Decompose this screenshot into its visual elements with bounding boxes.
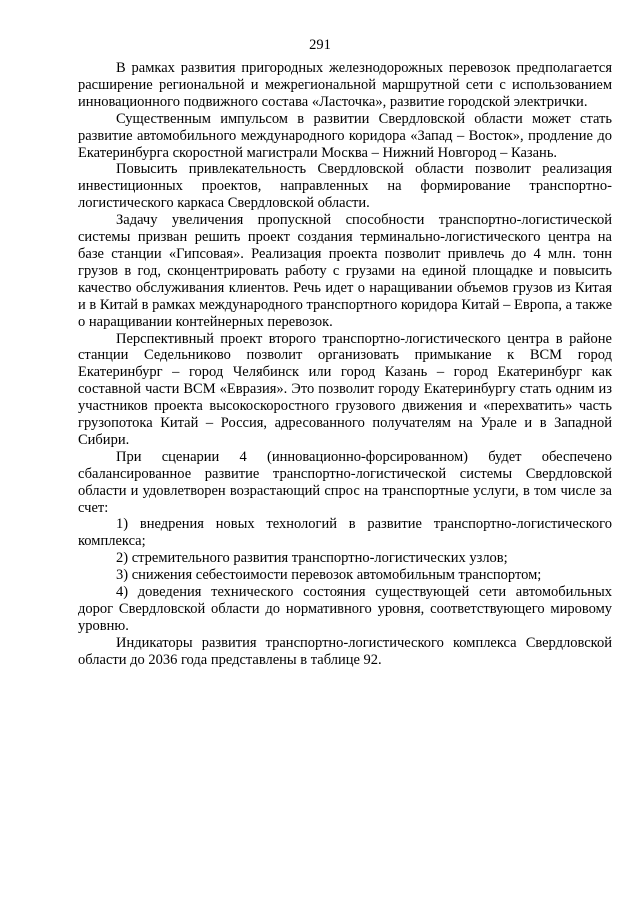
paragraph-investment-projects: Повысить привлекательность Свердловской области позволит реализация инвестиционных проектов, направленных на формирование транспортно-логистического каркаса Свердловской области. (78, 161, 612, 212)
paragraph-scenario-4: При сценарии 4 (инновационно-форсированном) будет обеспечено сбалансированное развитие транспортно-логистической системы Свердловской области и удовлетворен возрастающий спрос на транспортные услуги, в том числе за счет: (78, 448, 612, 516)
paragraph-indicators: Индикаторы развития транспортно-логистического комплекса Свердловской области до 2036 года представлены в таблице 92. (78, 634, 612, 668)
list-item-4: 4) доведения технического состояния существующей сети автомобильных дорог Свердловской области до нормативного уровня, соответствующего мировому уровню. (78, 584, 612, 634)
paragraph-gipsovaya-terminal: Задачу увеличения пропускной способности транспортно-логистической системы призван решить проект создания терминально-логистического центра на базе станции «Гипсовая». Реализация проекта позволит привлечь до 4 млн. тонн грузов в год, сконцентрировать работу с грузами на единой площадке и повысить качество обслуживания клиентов. Речь идет о наращивании объемов грузов из Китая и в Китай в рамках международного транспортного коридора Китай – Европа, а также о наращивании контейнерных перевозок. (78, 212, 612, 330)
paragraph-west-east-corridor: Существенным импульсом в развитии Свердловской области может стать развитие автомобильного международного коридора «Запад – Восток», продление до Екатеринбурга скоростной магистрали Москва – Нижний Новгород – Казань. (78, 110, 612, 161)
list-item-3: 3) снижения себестоимости перевозок автомобильным транспортом; (116, 567, 542, 584)
body-text (78, 60, 612, 669)
paragraph-sedelnikovo-center: Перспективный проект второго транспортно-логистического центра в районе станции Седельниково позволит организовать примыкание к ВСМ город Екатеринбург – город Челябинск или город Казань – город Екатеринбург как составной части ВСМ «Евразия». Это позволит городу Екатеринбургу стать одним из участников проекта высокоскоростного грузового движения и «перехватить» часть грузопотока Китай – Россия, адресованного получателям на Урале и в Западной Сибири. (78, 330, 612, 448)
paragraph-suburban-rail: В рамках развития пригородных железнодорожных перевозок предполагается расширение региональной и межрегиональной маршрутной сети с использованием инновационного подвижного состава «Ласточка», развитие городской электрички. (78, 60, 612, 110)
page-number: 291 (309, 37, 331, 53)
list-item-2: 2) стремительного развития транспортно-логистических узлов; (116, 550, 508, 567)
list-item-1: 1) внедрения новых технологий в развитие транспортно-логистического комплекса; (78, 516, 612, 550)
